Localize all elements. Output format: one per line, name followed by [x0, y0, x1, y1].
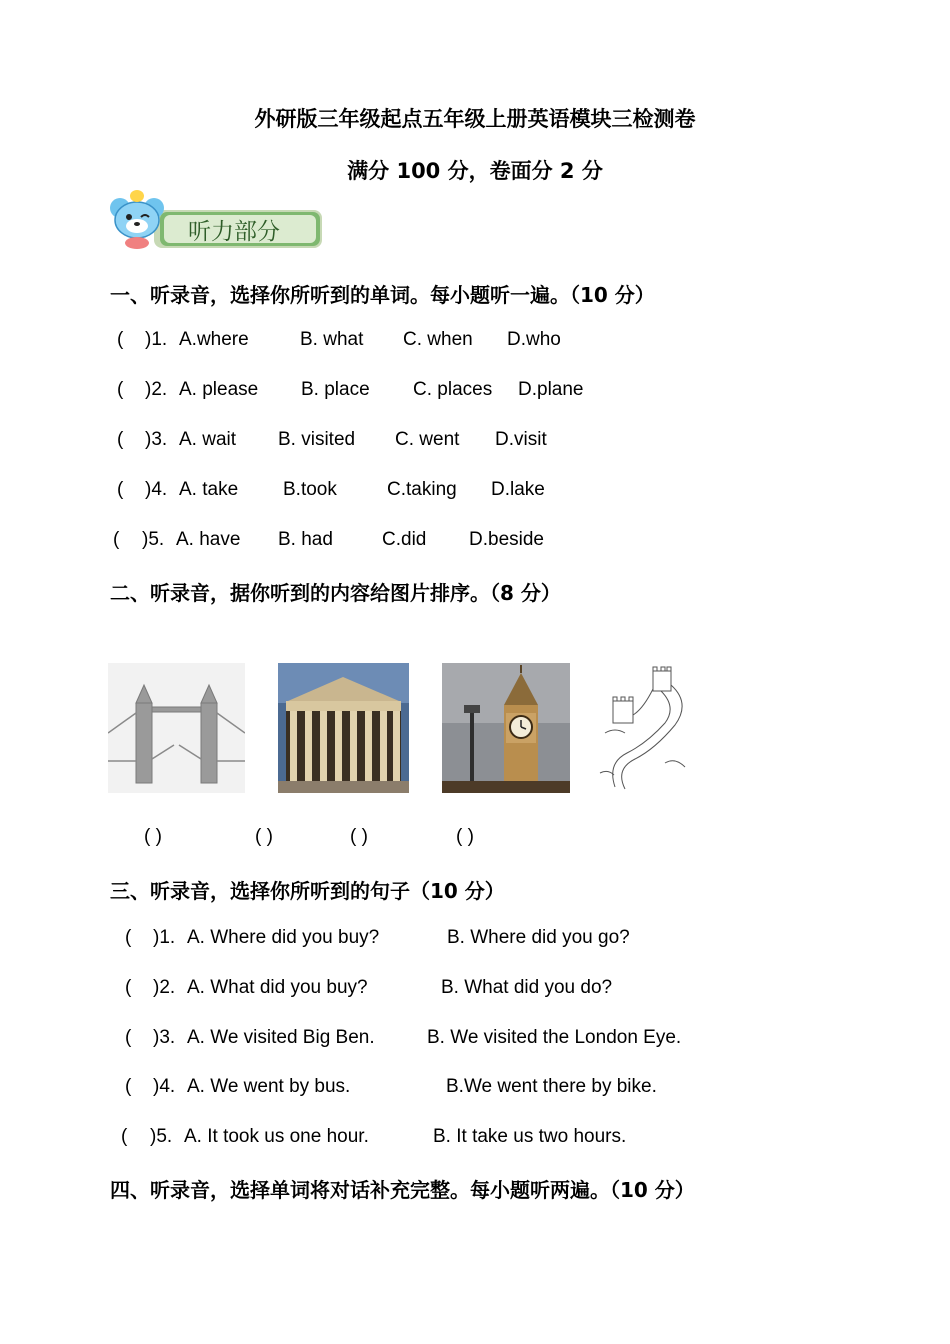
part3-heading: 三、听录音，选择你所听到的句子（10 分） [110, 879, 505, 903]
part3-item: ( )1. A. Where did you buy? B. Where did you go? [125, 927, 630, 948]
part3-item: ( )3. A. We visited Big Ben. B. We visited the London Eye. [125, 1027, 682, 1048]
british-museum-image [278, 663, 409, 793]
answer-bracket[interactable]: ( [125, 1076, 132, 1097]
part1-item: ( )5. A. have B. had C.did D.beside [113, 529, 544, 550]
answer-bracket[interactable]: ( [117, 479, 124, 500]
picture-order-blank[interactable]: ( ) [144, 826, 162, 847]
banner-label: 听力部分 [188, 219, 280, 245]
part3-item: ( )5. A. It took us one hour. B. It take us two hours. [121, 1126, 627, 1147]
page-subtitle: 满分 100 分，卷面分 2 分 [347, 159, 603, 183]
answer-bracket[interactable]: ( [113, 529, 120, 550]
page-title: 外研版三年级起点五年级上册英语模块三检测卷 [254, 107, 696, 131]
part1-item: ( )3. A. wait B. visited C. went D.visit [117, 429, 547, 450]
part3-item: ( )2. A. What did you buy? B. What did you do? [125, 977, 613, 998]
picture-order-blank[interactable]: ( ) [456, 826, 474, 847]
great-wall-image [595, 663, 696, 793]
answer-bracket[interactable]: ( [117, 379, 124, 400]
part1-item: ( )4. A. take B.took C.taking D.lake [117, 479, 545, 500]
part1-heading: 一、听录音，选择你所听到的单词。每小题听一遍。（10 分） [110, 283, 655, 307]
answer-bracket[interactable]: ( [125, 927, 132, 948]
picture-order-blank[interactable]: ( ) [255, 826, 273, 847]
part1-item: ( )1. A.where B. what C. when D.who [117, 329, 561, 350]
part2-heading: 二、听录音，据你听到的内容给图片排序。（8 分） [110, 581, 561, 605]
answer-bracket[interactable]: ( [125, 977, 132, 998]
part3-item: ( )4. A. We went by bus. B.We went there by bike. [125, 1076, 657, 1097]
listening-banner [108, 188, 324, 250]
big-ben-image [442, 663, 570, 793]
part4-heading: 四、听录音，选择单词将对话补充完整。每小题听两遍。（10 分） [110, 1178, 695, 1202]
answer-bracket[interactable]: ( [117, 329, 124, 350]
answer-bracket[interactable]: ( [117, 429, 124, 450]
answer-bracket[interactable]: ( [125, 1027, 132, 1048]
picture-order-blank[interactable]: ( ) [350, 826, 368, 847]
part1-item: ( )2. A. please B. place C. places D.plane [117, 379, 584, 400]
answer-bracket[interactable]: ( [121, 1126, 128, 1147]
tower-bridge-image [108, 663, 245, 793]
